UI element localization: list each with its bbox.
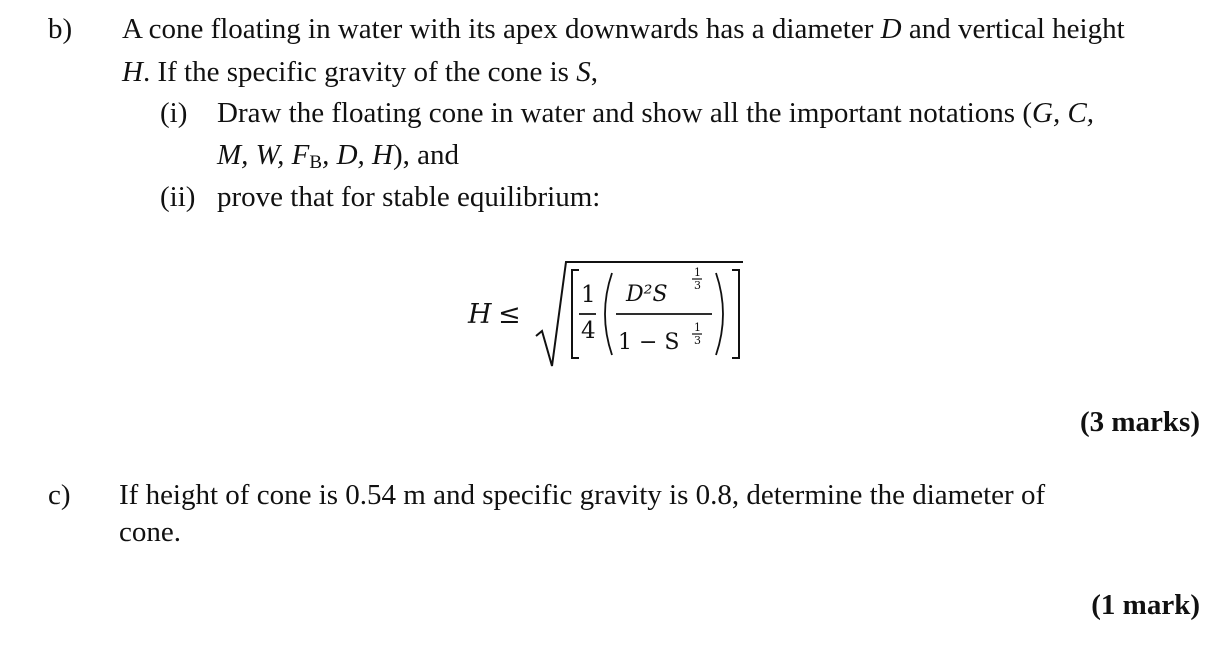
left-bracket [572,270,579,358]
part-c-line-1: If height of cone is 0.54 m and specific gravity is 0.8, determine the diameter of [119,479,1046,511]
part-b-line-1: A cone floating in water with its apex downwards has a diameter D and vertical height [122,13,1125,45]
inner-den-exponent-top: 1 [694,321,701,334]
quarter-denominator: 4 [581,318,596,344]
sub-i-line-1: Draw the floating cone in water and show all the important notations (G, C, [217,97,1095,129]
stability-formula [466,258,756,370]
inner-num-exponent-bottom: 3 [694,279,701,292]
inner-denominator: 1 − S [618,330,680,355]
formula-lhs-h: H [468,299,492,330]
part-c-marks: (1 mark) [1091,589,1200,621]
part-b-label: b) [48,13,73,45]
formula-relation: ≤ [498,299,521,330]
sub-ii-label: (ii) [160,181,196,213]
part-b-line-2: H. If the specific gravity of the cone is S, [122,56,598,88]
right-bracket [732,270,739,358]
inner-num-exponent-top: 1 [694,266,701,279]
sub-ii-text: prove that for stable equilibrium: [217,181,601,213]
part-c-label: c) [48,479,71,511]
sub-i-line-2: M, W, $F_B$, D, H), and [217,139,459,173]
part-c-line-2: cone. [119,516,181,548]
right-parenthesis [716,273,723,355]
inner-numerator: D²S [626,282,668,307]
inner-den-exponent-bottom: 3 [694,334,701,347]
part-b-marks: (3 marks) [1079,406,1200,438]
left-parenthesis [605,273,612,355]
sub-i-label: (i) [160,97,188,129]
quarter-numerator: 1 [581,282,596,308]
